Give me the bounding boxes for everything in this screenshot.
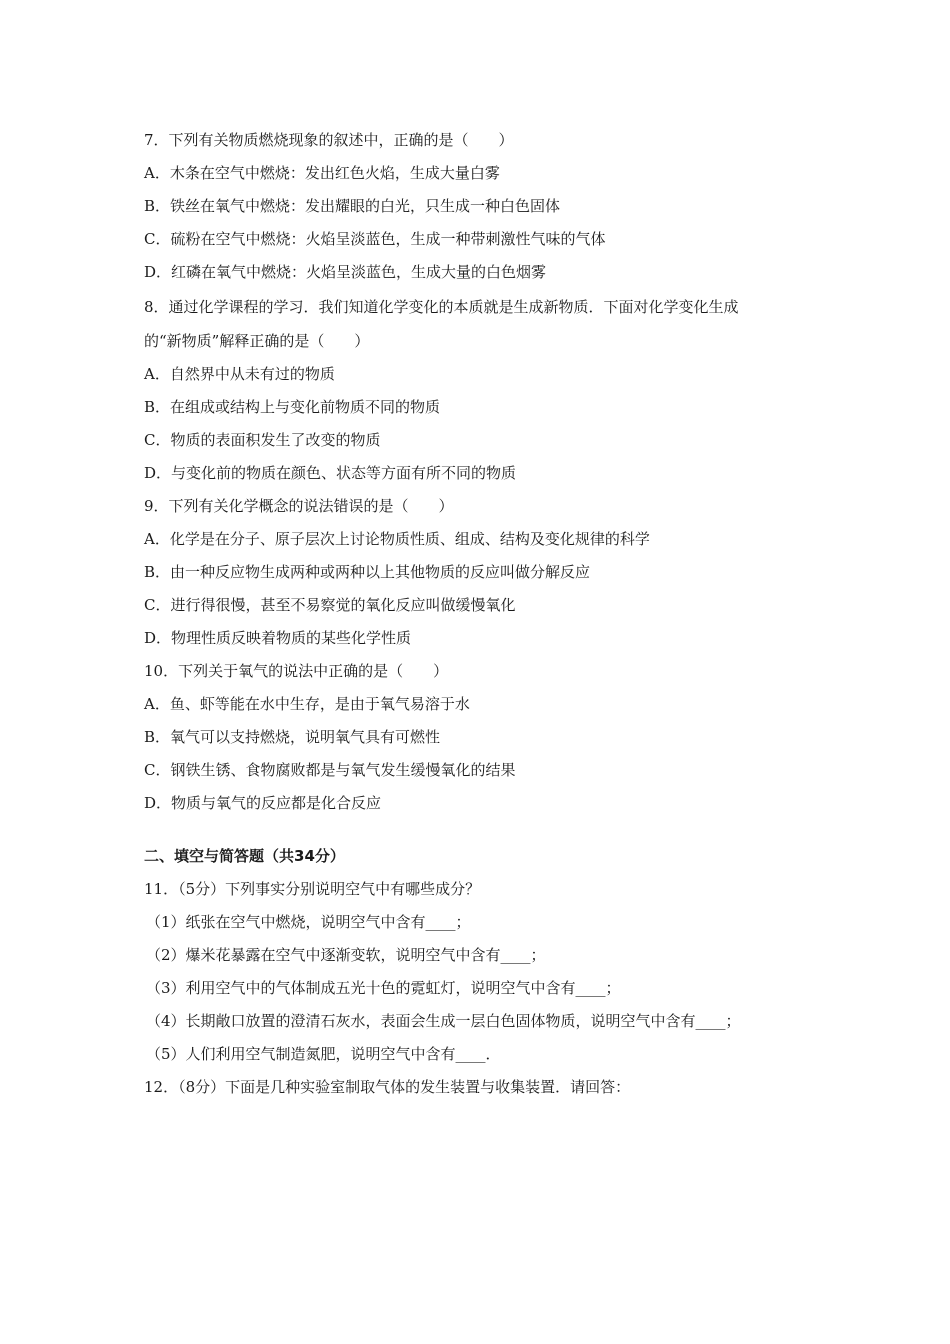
question-7-option-c: C．硫粉在空气中燃烧：火焰呈淡蓝色，生成一种带刺激性气味的气体: [144, 230, 606, 248]
question-9: [144, 490, 824, 655]
question-9-option-d: D．物理性质反映着物质的某些化学性质: [144, 629, 412, 647]
question-10: [144, 655, 824, 820]
question-11: [144, 873, 824, 1071]
question-10-option-b: B．氧气可以支持燃烧，说明氧气具有可燃性: [144, 728, 441, 746]
question-10-stem: 10．下列关于氧气的说法中正确的是（ ）: [144, 662, 449, 680]
question-7-option-b: B．铁丝在氧气中燃烧：发出耀眼的白光，只生成一种白色固体: [144, 197, 561, 215]
question-7-option-d: D．红磷在氧气中燃烧：火焰呈淡蓝色，生成大量的白色烟雾: [144, 263, 547, 281]
question-10-option-d: D．物质与氧气的反应都是化合反应: [144, 794, 382, 812]
question-9-option-b: B．由一种反应物生成两种或两种以上其他物质的反应叫做分解反应: [144, 563, 591, 581]
question-9-stem: 9．下列有关化学概念的说法错误的是（ ）: [144, 497, 454, 515]
question-8-option-d: D．与变化前的物质在颜色、状态等方面有所不同的物质: [144, 464, 517, 482]
question-8-option-c: C．物质的表面积发生了改变的物质: [144, 431, 381, 449]
question-11-item-2: （2）爆米花暴露在空气中逐渐变软，说明空气中含有____；: [146, 946, 546, 964]
question-11-stem: 11．（5分）下列事实分别说明空气中有哪些成分？: [144, 880, 481, 898]
question-8-stem-line2: 的“新物质”解释正确的是（ ）: [144, 332, 370, 350]
question-9-option-a: A．化学是在分子、原子层次上讨论物质性质、组成、结构及变化规律的科学: [144, 530, 650, 548]
question-12-stem: 12．（8分）下面是几种实验室制取气体的发生装置与收集装置．请回答：: [144, 1078, 631, 1096]
document-page: [144, 124, 824, 1104]
question-11-item-4: （4）长期敞口放置的澄清石灰水，表面会生成一层白色固体物质，说明空气中含有____；: [146, 1012, 741, 1030]
question-10-option-a: A．鱼、虾等能在水中生存，是由于氧气易溶于水: [144, 695, 470, 713]
question-8-option-b: B．在组成或结构上与变化前物质不同的物质: [144, 398, 441, 416]
question-9-option-c: C．进行得很慢，甚至不易察觉的氧化反应叫做缓慢氧化: [144, 596, 516, 614]
section-2-title: 二、填空与简答题（共34分）: [144, 847, 345, 865]
question-8-option-a: A．自然界中从未有过的物质: [144, 365, 335, 383]
question-8: [144, 289, 824, 490]
question-8-stem-line1: 8．通过化学课程的学习．我们知道化学变化的本质就是生成新物质．下面对化学变化生成: [144, 298, 739, 316]
question-7: [144, 124, 824, 289]
question-7-option-a: A．木条在空气中燃烧：发出红色火焰，生成大量白雾: [144, 164, 500, 182]
question-11-item-1: （1）纸张在空气中燃烧，说明空气中含有____；: [146, 913, 471, 931]
question-12: [144, 1071, 824, 1104]
question-11-item-3: （3）利用空气中的气体制成五光十色的霓虹灯，说明空气中含有____；: [146, 979, 621, 997]
question-7-stem: 7．下列有关物质燃烧现象的叙述中，正确的是（ ）: [144, 131, 514, 149]
question-11-item-5: （5）人们利用空气制造氮肥，说明空气中含有____．: [146, 1045, 501, 1063]
question-10-option-c: C．钢铁生锈、食物腐败都是与氧气发生缓慢氧化的结果: [144, 761, 516, 779]
